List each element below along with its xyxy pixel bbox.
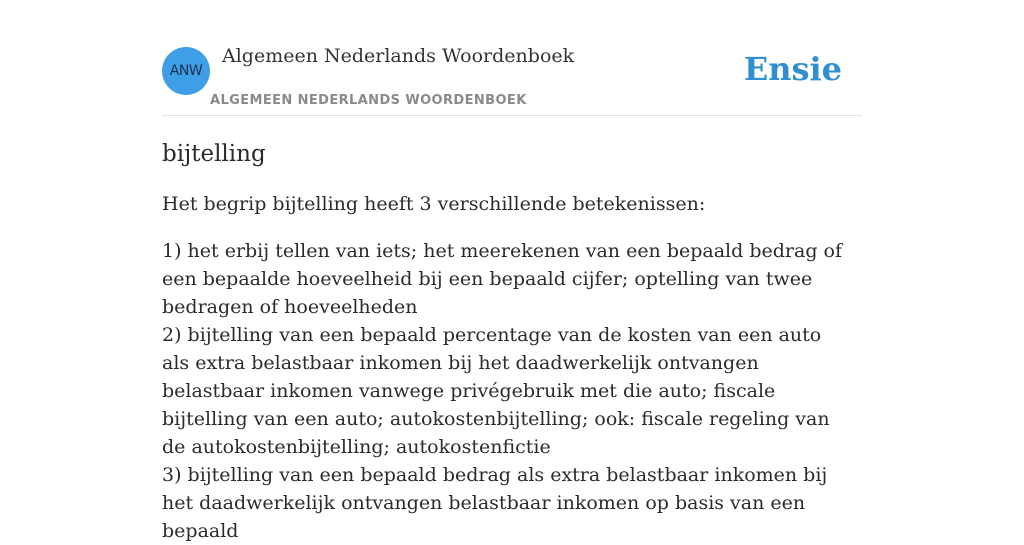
- source-subtitle: ALGEMEEN NEDERLANDS WOORDENBOEK: [210, 93, 527, 108]
- page-title: bijtelling: [162, 141, 266, 167]
- entry-intro: Het begrip bijtelling heeft 3 verschillende betekenissen:: [162, 193, 706, 215]
- ensie-brand-link[interactable]: Ensie: [743, 50, 842, 88]
- meanings-list: [162, 237, 842, 545]
- meaning-item: 3) bijtelling van een bepaald bedrag als extra belastbaar inkomen bij het daadwerkelijk ontvangen belastbaar inkomen op basis van een bepaald: [162, 464, 828, 542]
- source-title[interactable]: Algemeen Nederlands Woordenboek: [222, 45, 575, 67]
- meaning-item: 1) het erbij tellen van iets; het meerekenen van een bepaald bedrag of een bepaalde hoeveelheid bij een bepaald cijfer; optelling van twee bedragen of hoeveelheden: [162, 240, 842, 318]
- site-header: [162, 0, 862, 116]
- entry-content: [162, 138, 842, 545]
- logo-text: ANW: [169, 63, 203, 79]
- anw-logo[interactable]: [162, 47, 210, 95]
- meaning-item: 2) bijtelling van een bepaald percentage van de kosten van een auto als extra belastbaar inkomen bij het daadwerkelijk ontvangen belastbaar inkomen vanwege privégebruik met die auto; fiscale bijtelling van een auto; autokostenbijtelling; ook: fiscale regeling van de autokostenbijtelling; autokostenfictie: [162, 324, 830, 458]
